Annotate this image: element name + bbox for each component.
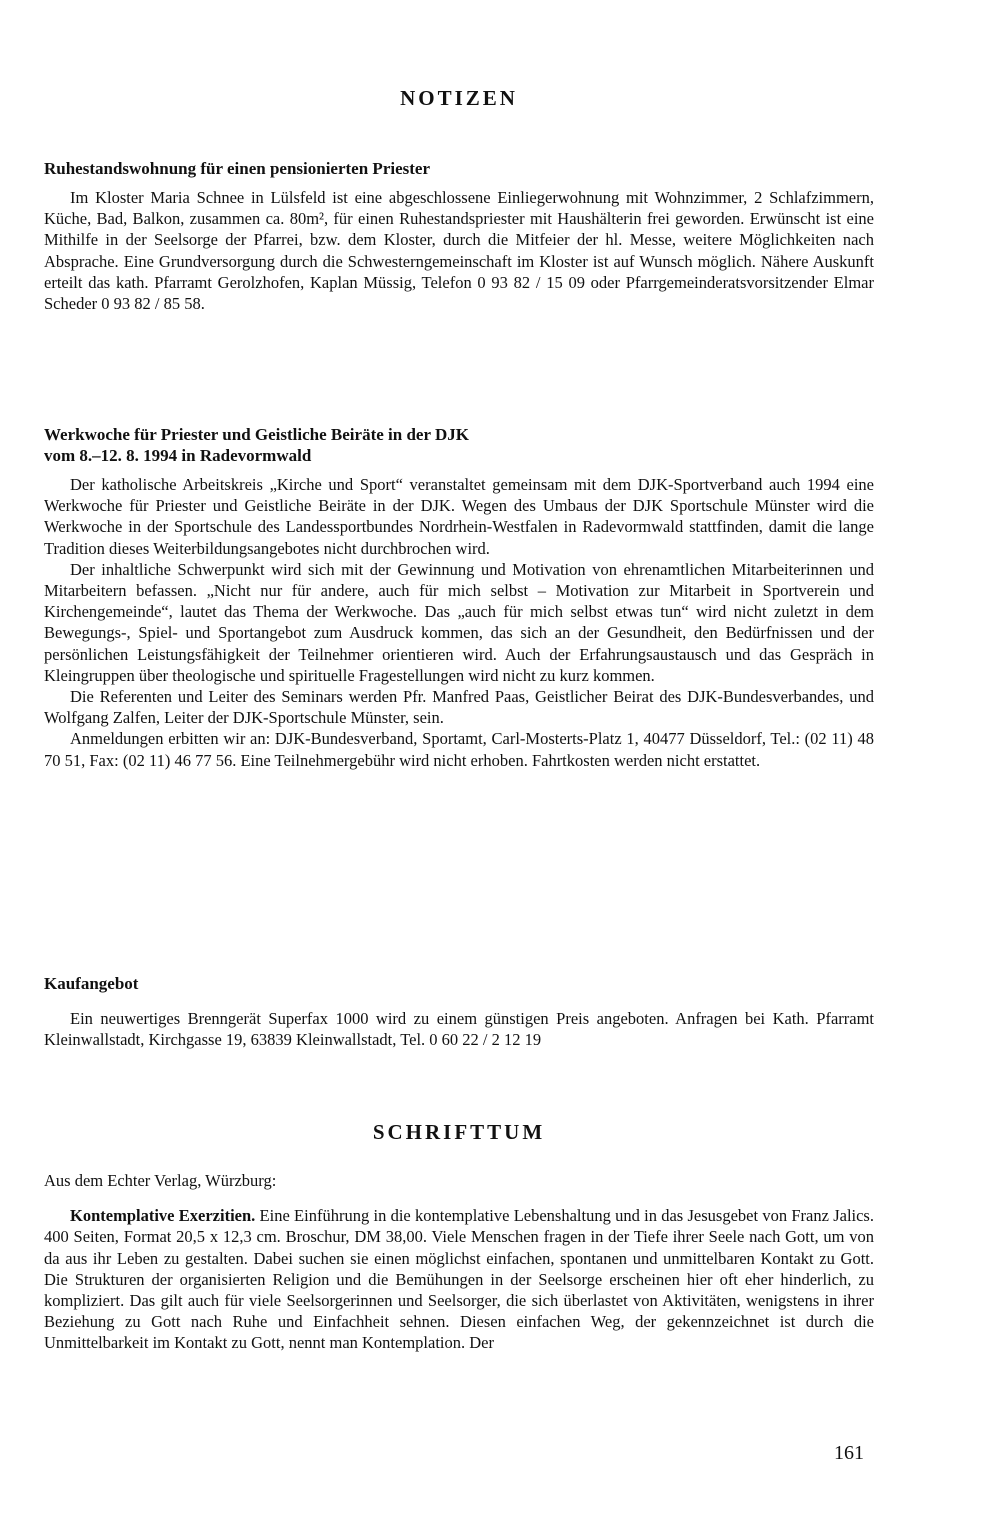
book-text: Eine Einführung in die kontemplative Lebenshaltung und in das Jesusgebet von Franz Jalics. 400 Seiten, Format 20,5 x 12,3 cm. Broschur, DM 38,00. Viele Menschen fragen in der Tiefe ihrer Seele nach Gott, um von da aus ihr Leben zu gestalten. Dabei suchen sie einen möglichst einfachen, spontanen und unmittelbaren Kontakt zu Gott. Die Strukturen der organisierten Religion und die Bemühungen in der Seelsorge erscheinen hier oft eher hinderlich, zu kompliziert. Das gilt auch für viele Seelsorgerinnen und Seelsorger, die sich überlastet von Aktivitäten, wenigstens in ihrer Beziehung zu Gott nach Ruhe und Einfachheit sehnen. Diesen einfachen Weg, der gekennzeichnet ist durch die Unmittelbarkeit im Kontakt zu Gott, nennt man Kontemplation. Der (44, 1206, 874, 1353)
page-number: 161 (834, 1442, 864, 1464)
schrifttum-intro: Aus dem Echter Verlag, Würzburg: (44, 1171, 277, 1190)
article-kaufangebot (44, 973, 874, 1050)
article-paragraph: Der inhaltliche Schwerpunkt wird sich mit der Gewinnung und Motivation von ehrenamtlichen Mitarbeiterinnen und Mitarbeitern befassen. „Nicht nur für andere, auch für mich selbst – Motivation zur Mitarbeit in Sportverein und Kirchengemeinde“, lautet das Thema der Werkwoche. Das „auch für mich selbst etwas tun“ wird nicht zuletzt in dem Bewegungs-, Spiel- und Sportangebot zum Ausdruck kommen, das sich an der Gesundheit, den Bedürfnissen und der persönlichen Leistungsfähigkeit der Teilnehmer orientieren wird. Auch der Erfahrungsaustausch und das Gespräch in Kleingruppen über theologische und spirituelle Fragestellungen wird nicht zu kurz kommen. (44, 559, 874, 685)
book-title: Kontemplative Exerzitien. (70, 1206, 256, 1226)
article-ruhestandswohnung (44, 158, 874, 314)
article-paragraph: Die Referenten und Leiter des Seminars werden Pfr. Manfred Paas, Geistlicher Beirat des DJK-Bundesverbandes, und Wolfgang Zalfen, Leiter der DJK-Sportschule Münster, sein. (44, 687, 874, 728)
article-heading-line1: Werkwoche für Priester und Geistliche Beiräte in der DJK (44, 425, 469, 444)
schrifttum-title: SCHRIFTTUM (372, 1120, 546, 1144)
article-heading-line2: vom 8.–12. 8. 1994 in Radevormwald (44, 446, 312, 465)
article-paragraph: Im Kloster Maria Schnee in Lülsfeld ist eine abgeschlossene Einliegerwohnung mit Wohnzimmer, 2 Schlafzimmern, Küche, Bad, Balkon, zusammen ca. 80m², für einen Ruhestandspriester mit Haushälterin frei geworden. Erwünscht ist eine Mithilfe in der Seelsorge der Pfarrei, bzw. dem Kloster, durch die Mitfeier der hl. Messe, weitere Möglichkeiten nach Absprache. Eine Grundversorgung durch die Schwesterngemeinschaft im Kloster ist auf Wunsch möglich. Nähere Auskunft erteilt das kath. Pfarramt Gerolzhofen, Kaplan Müssig, Telefon 0 93 82 / 15 09 oder Pfarrgemeinderatsvorsitzender Elmar Scheder 0 93 82 / 85 58. (44, 188, 874, 314)
article-heading (44, 424, 874, 466)
article-paragraph: Der katholische Arbeitskreis „Kirche und Sport“ veranstaltet gemeinsam mit dem DJK-Sportverband auch 1994 eine Werkwoche für Priester und Geistliche Beiräte in der DJK. Wegen des Umbaus der DJK Sportschule Münster wird die Werkwoche in der Sportschule des Landessportbundes Nordrhein-Westfalen in Radevormwald stattfinden, damit die lange Tradition dieses Weiterbildungsangebotes nicht durchbrochen wird. (44, 475, 874, 558)
schrifttum-section (44, 1170, 874, 1354)
article-paragraph: Ein neuwertiges Brenngerät Superfax 1000 wird zu einem günstigen Preis angeboten. Anfragen bei Kath. Pfarramt Kleinwallstadt, Kirchgasse 19, 63839 Kleinwallstadt, Tel. 0 60 22 / 2 12 19 (44, 1009, 874, 1050)
book-review (44, 1205, 874, 1353)
article-paragraph: Anmeldungen erbitten wir an: DJK-Bundesverband, Sportamt, Carl-Mosterts-Platz 1, 40477 Düsseldorf, Tel.: (02 11) 48 70 51, Fax: (02 11) 46 77 56. Eine Teilnehmergebühr wird nicht erhoben. Fahrtkosten werden nicht erstattet. (44, 729, 874, 770)
article-heading: Kaufangebot (44, 974, 139, 993)
article-werkwoche (44, 424, 874, 771)
article-heading: Ruhestandswohnung für einen pensionierten Priester (44, 159, 430, 178)
notizen-title: NOTIZEN (400, 86, 518, 110)
